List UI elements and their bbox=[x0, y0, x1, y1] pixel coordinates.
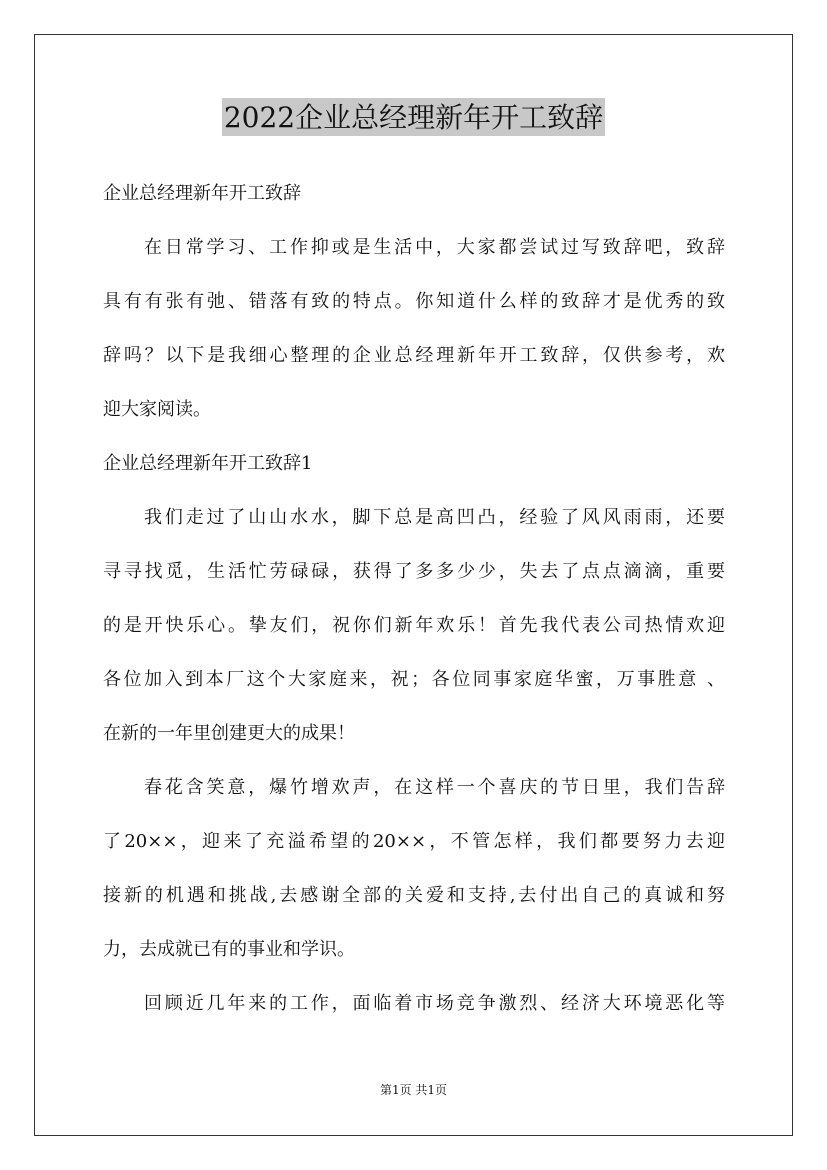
paragraph1-line: 我们走过了山山水水，脚下总是高凹凸，经验了风风雨雨，还要 bbox=[144, 507, 725, 528]
paragraph1-line: 寻寻找觅，生活忙劳碌碌，获得了多多少少，失去了点点滴滴，重要 bbox=[103, 561, 725, 582]
paragraph1-line: 的是开快乐心。挚友们，祝你们新年欢乐！首先我代表公司热情欢迎 bbox=[103, 615, 725, 636]
paragraph2-line: 了20××，迎来了充溢希望的20××，不管怎样，我们都要努力去迎 bbox=[103, 831, 725, 852]
document-title bbox=[0, 98, 827, 136]
document-title-text: 2022企业总经理新年开工致辞 bbox=[222, 98, 605, 136]
intro-line: 迎大家阅读。 bbox=[103, 399, 211, 420]
section-heading: 企业总经理新年开工致辞1 bbox=[103, 453, 313, 474]
paragraph2-line: 接新的机遇和挑战,去感谢全部的关爱和支持,去付出自己的真诚和努 bbox=[103, 885, 725, 906]
paragraph2-line: 春花含笑意，爆竹增欢声，在这样一个喜庆的节日里，我们告辞 bbox=[144, 777, 725, 798]
intro-line: 在日常学习、工作抑或是生活中，大家都尝试过写致辞吧，致辞 bbox=[144, 237, 725, 258]
paragraph3-line: 回顾近几年来的工作，面临着市场竞争激烈、经济大环境恶化等 bbox=[144, 993, 725, 1014]
paragraph2-line: 力，去成就已有的事业和学识。 bbox=[103, 939, 355, 960]
paragraph1-line: 在新的一年里创建更大的成果！ bbox=[103, 723, 355, 744]
paragraph1-line: 各位加入到本厂这个大家庭来，祝；各位同事家庭华蜜，万事胜意 、 bbox=[103, 669, 725, 690]
intro-line: 辞吗？以下是我细心整理的企业总经理新年开工致辞，仅供参考，欢 bbox=[103, 345, 725, 366]
intro-line: 具有有张有弛、错落有致的特点。你知道什么样的致辞才是优秀的致 bbox=[103, 291, 725, 312]
document-subtitle: 企业总经理新年开工致辞 bbox=[103, 183, 301, 204]
page-footer: 第1页 共1页 bbox=[379, 1083, 448, 1097]
